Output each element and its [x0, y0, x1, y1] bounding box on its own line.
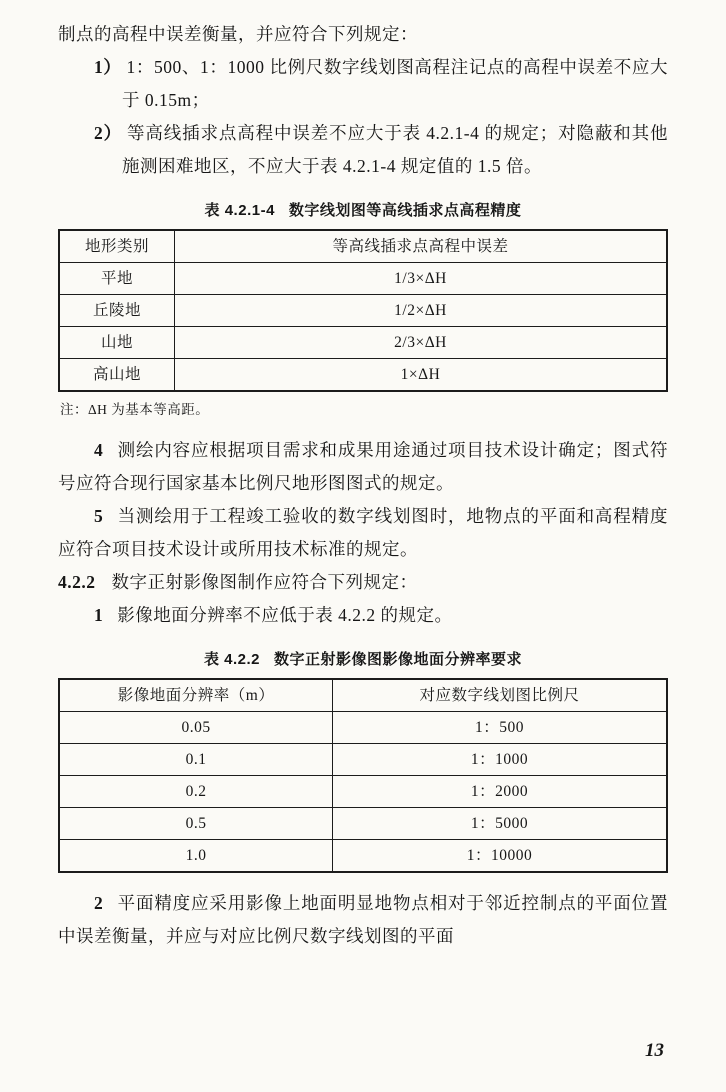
- table-row: [59, 263, 667, 295]
- table-cell: 1：10000: [333, 840, 667, 873]
- table-cell: 高山地: [59, 359, 175, 392]
- paragraph-text: 制点的高程中误差衡量，并应符合下列规定：: [58, 24, 418, 44]
- table-cell: 山地: [59, 327, 175, 359]
- table-header-cell: 地形类别: [59, 230, 175, 263]
- list-item-text: 等高线插求点高程中误差不应大于表 4.2.1-4 的规定；对隐蔽和其他施测困难地区，不应大于表 4.2.1-4 规定值的 1.5 倍。: [122, 123, 669, 176]
- paragraph-5: [58, 500, 668, 566]
- table-row: [59, 295, 667, 327]
- table-cell: 0.2: [59, 776, 333, 808]
- clause-number: 4.2.2: [58, 572, 96, 592]
- table-cell: 1/2×ΔH: [175, 295, 667, 327]
- list-item-text: 1：500、1：1000 比例尺数字线划图高程注记点的高程中误差不应大于 0.15m；: [122, 57, 669, 110]
- table-header-cell: 影像地面分辨率（m）: [59, 679, 333, 712]
- table-cell: 0.5: [59, 808, 333, 840]
- table1-note: [60, 400, 668, 420]
- table-row: [59, 744, 667, 776]
- table-cell: 0.1: [59, 744, 333, 776]
- table1-caption: [58, 199, 668, 220]
- paragraph-text: 测绘内容应根据项目需求和成果用途通过项目技术设计确定；图式符号应符合现行国家基本比例尺地形图图式的规定。: [58, 440, 668, 493]
- table1-caption-title: 数字线划图等高线插求点高程精度: [288, 202, 522, 219]
- table-header-row: [59, 679, 667, 712]
- table2-caption-title: 数字正射影像图影像地面分辨率要求: [274, 651, 523, 668]
- table-cell: 0.05: [59, 712, 333, 744]
- table-row: [59, 776, 667, 808]
- page-number: 13: [645, 1040, 664, 1061]
- table-row: [59, 808, 667, 840]
- paragraph-number: 1: [94, 605, 104, 625]
- table-cell: 丘陵地: [59, 295, 175, 327]
- list-item-2: [94, 117, 668, 183]
- table1-caption-label: 表 4.2.1-4: [204, 202, 275, 219]
- table-cell: 平地: [59, 263, 175, 295]
- table1-note-text: 注：ΔH 为基本等高距。: [60, 402, 210, 417]
- table-cell: 2/3×ΔH: [175, 327, 667, 359]
- table-header-cell: 对应数字线划图比例尺: [333, 679, 667, 712]
- clause-4-2-2: [58, 566, 668, 599]
- list-item-1: [94, 51, 668, 117]
- table-4-2-1-4: [58, 229, 668, 392]
- table-row: [59, 840, 667, 873]
- clause-text: 数字正射影像图制作应符合下列规定：: [111, 572, 418, 592]
- paragraph-text: 平面精度应采用影像上地面明显地物点相对于邻近控制点的平面位置中误差衡量，并应与对应比例尺数字线划图的平面: [58, 893, 668, 946]
- list-item-number: 1）: [94, 57, 122, 77]
- list-item-number: 2）: [94, 123, 123, 143]
- table2-caption: [58, 648, 668, 669]
- sub-paragraph-1: [58, 599, 668, 632]
- table2-caption-label: 表 4.2.2: [203, 651, 260, 668]
- table-row: [59, 327, 667, 359]
- table-row: [59, 359, 667, 392]
- table-cell: 1：2000: [333, 776, 667, 808]
- table-cell: 1：5000: [333, 808, 667, 840]
- paragraph-number: 5: [94, 506, 104, 526]
- paragraph-text: 影像地面分辨率不应低于表 4.2.2 的规定。: [117, 605, 453, 625]
- sub-paragraph-2: [58, 887, 668, 953]
- table-4-2-2: [58, 678, 668, 873]
- table-cell: 1：1000: [333, 744, 667, 776]
- table-cell: 1：500: [333, 712, 667, 744]
- paragraph-text: 当测绘用于工程竣工验收的数字线划图时，地物点的平面和高程精度应符合项目技术设计或所用技术标准的规定。: [58, 506, 668, 559]
- table-row: [59, 712, 667, 744]
- table-cell: 1/3×ΔH: [175, 263, 667, 295]
- table-cell: 1×ΔH: [175, 359, 667, 392]
- table-cell: 1.0: [59, 840, 333, 873]
- table-header-cell: 等高线插求点高程中误差: [175, 230, 667, 263]
- table-header-row: [59, 230, 667, 263]
- paragraph-number: 2: [94, 893, 104, 913]
- paragraph-continuation: [58, 18, 668, 51]
- paragraph-4: [58, 434, 668, 500]
- paragraph-number: 4: [94, 440, 104, 460]
